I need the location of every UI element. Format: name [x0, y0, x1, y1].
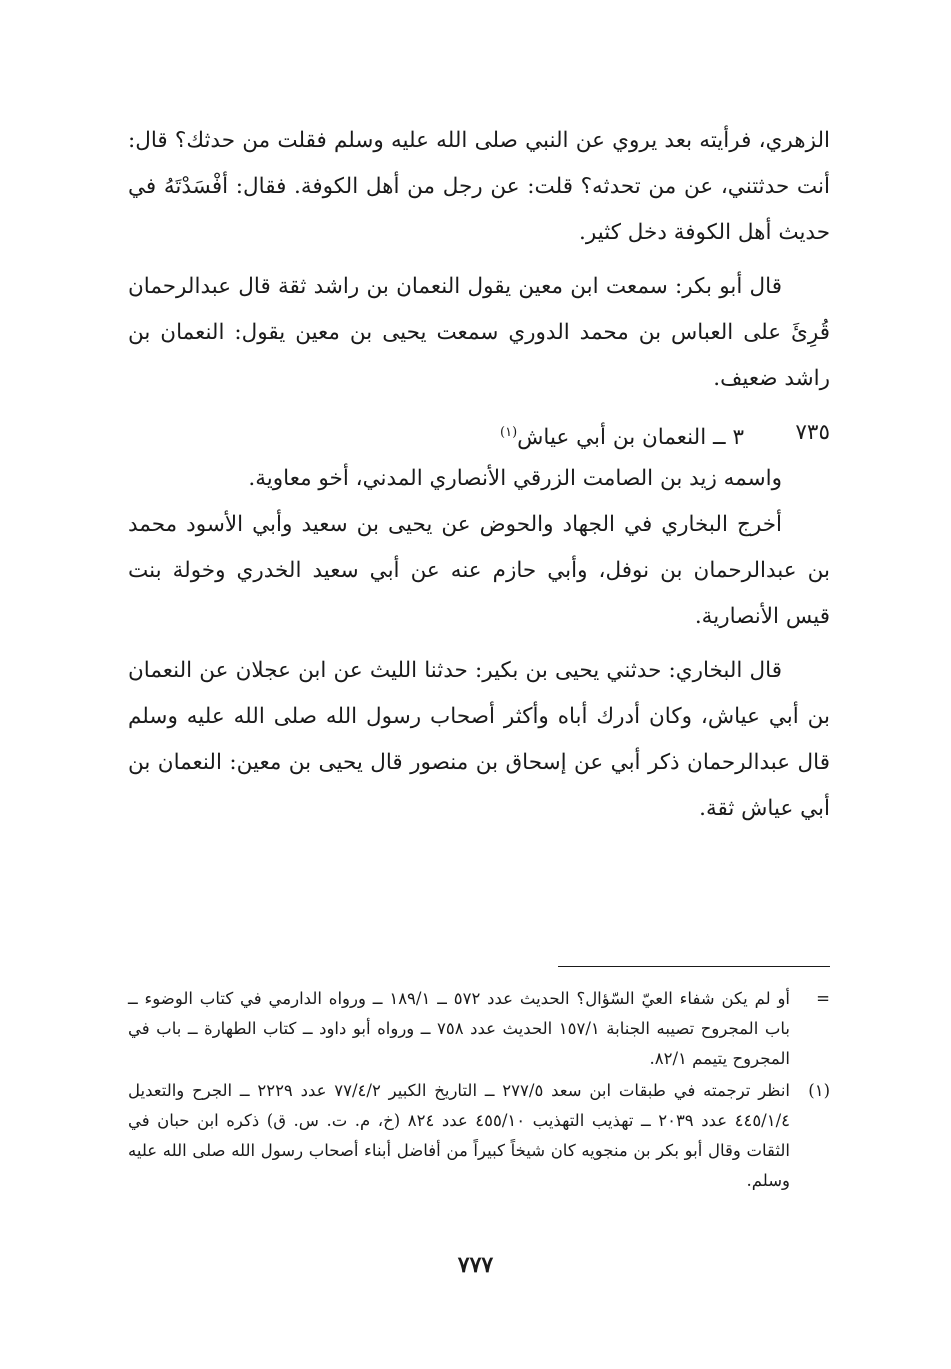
entry-number: ٧٣٥	[795, 420, 830, 445]
footnote-continued	[128, 984, 830, 1074]
footnote-1	[128, 1076, 830, 1196]
paragraph-continuation: الزهري، فرأيته بعد يروي عن النبي صلى الله عليه وسلم فقلت من حدثك؟ قال: أنت حدثتني، عن من تحدثه؟ قلت: عن رجل من أهل الكوفة. فقال: أفْسَدْتَهُ في حديث أهل الكوفة دخل كثير.	[128, 128, 830, 245]
entry-heading	[128, 410, 830, 456]
paragraph-bukhari-narration: أخرج البخاري في الجهاد والحوض عن يحيى بن سعيد وأبي الأسود محمد بن عبدالرحمان بن نوفل، وأبي حازم عنه عن أبي سعيد الخدري وخولة بنت قيس الأنصارية.	[128, 512, 830, 629]
footnote-reference[interactable]: (١)	[500, 425, 518, 440]
footnote-separator	[558, 966, 830, 967]
footnote-mark: =	[816, 989, 830, 1008]
paragraph-abu-bakr: قال أبو بكر: سمعت ابن معين يقول النعمان بن راشد ثقة قال عبدالرحمان قُرِئَ على العباس بن محمد الدوري سمعت يحيى بن معين يقول: النعمان بن راشد ضعيف.	[128, 274, 830, 391]
paragraph-bukhari-quote: قال البخاري: حدثني يحيى بن بكير: حدثنا الليث عن ابن عجلان عن النعمان بن أبي عياش، وكان أدرك أباه وأكثر أصحاب رسول الله صلى الله عليه وسلم قال عبدالرحمان ذكر أبي عن إسحاق بن منصور قال يحيى بن معين: النعمان بن أبي عياش ثقة.	[128, 658, 830, 821]
footnote-mark: (١)	[808, 1081, 830, 1100]
page-number: ٧٧٧	[457, 1252, 494, 1278]
entry-title-text: ٣ ــ النعمان بن أبي عياش	[517, 425, 744, 451]
main-text	[128, 118, 830, 832]
entry-title	[500, 410, 744, 461]
footnotes	[128, 984, 830, 1198]
footnote-text: أو لم يكن شفاء العيّ السّؤال؟ الحديث عدد ٥٧٢ ــ ١٨٩/١ ــ ورواه الدارمي في كتاب الوضوء ــ باب المجروح تصيبه الجنابة ١٥٧/١ الحديث عدد ٧٥٨ ــ ورواه أبو داود ــ كتاب الطهارة ــ باب في المجروح يتيمم ٨٢/١.	[128, 989, 790, 1068]
entry-subtitle: واسمه زيد بن الصامت الزرقي الأنصاري المدني، أخو معاوية.	[248, 466, 782, 491]
footnote-text: انظر ترجمته في طبقات ابن سعد ٢٧٧/٥ ــ التاريخ الكبير ٧٧/٤/٢ عدد ٢٢٢٩ ــ الجرح والتعديل ٤٤٥/١/٤ عدد ٢٠٣٩ ــ تهذيب التهذيب ٤٥٥/١٠ عدد ٨٢٤ (خ، م. ت. س. ق) ذكره ابن حبان في الثقات وقال أبو بكر بن منجويه كان شيخاً كبيراً من أفاضل أبناء أصحاب رسول الله صلى الله عليه وسلم.	[128, 1081, 791, 1190]
